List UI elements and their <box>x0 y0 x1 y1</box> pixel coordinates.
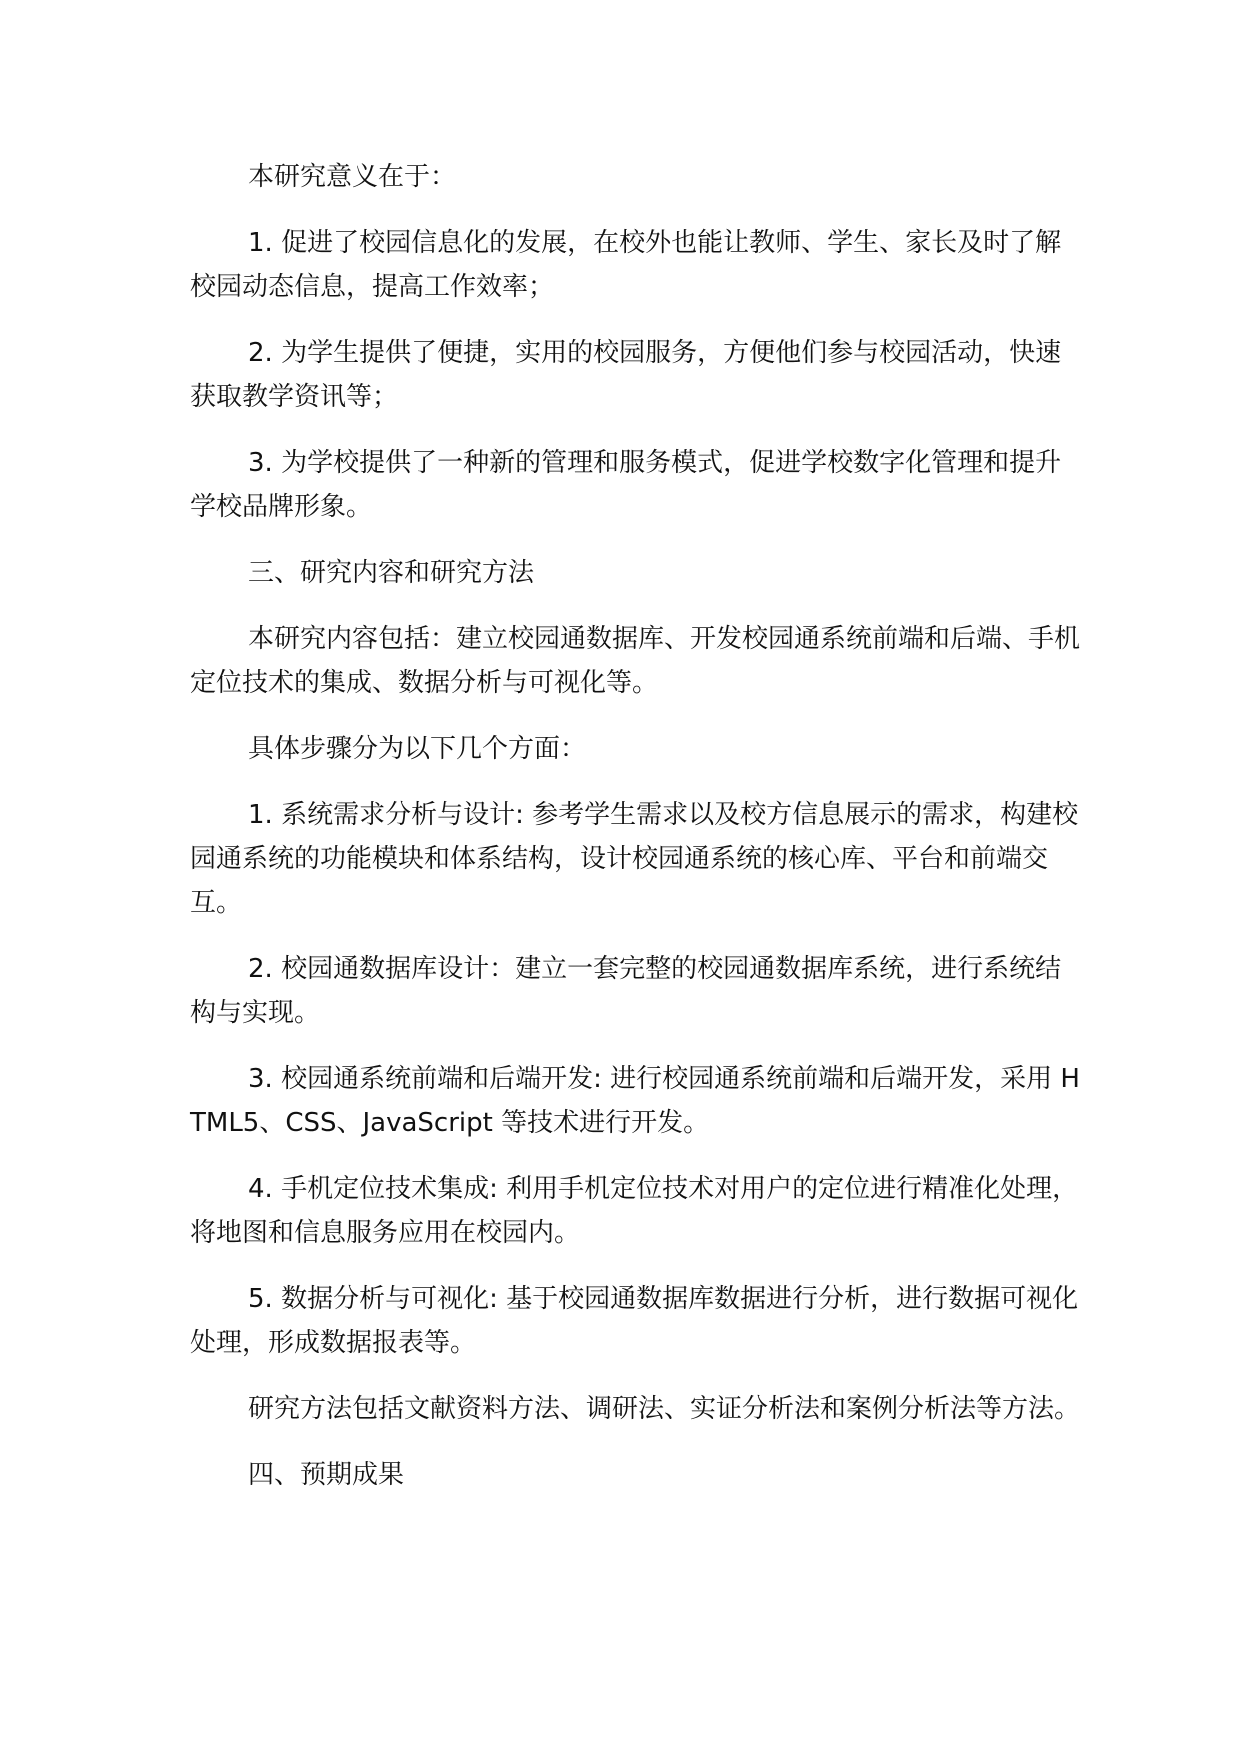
paragraph-step-2: 2. 校园通数据库设计：建立一套完整的校园通数据库系统，进行系统结构与实现。 <box>190 954 1062 1028</box>
paragraph-significance-1: 1. 促进了校园信息化的发展，在校外也能让教师、学生、家长及时了解校园动态信息，提高工作效率； <box>190 228 1062 302</box>
paragraph-steps-intro: 具体步骤分为以下几个方面： <box>248 734 587 764</box>
paragraph-step-1: 1. 系统需求分析与设计: 参考学生需求以及校方信息展示的需求，构建校园通系统的功能模块和体系结构，设计校园通系统的核心库、平台和前端交互。 <box>190 800 1079 918</box>
paragraph-research-content: 本研究内容包括：建立校园通数据库、开发校园通系统前端和后端、手机定位技术的集成、数据分析与可视化等。 <box>190 624 1081 698</box>
paragraph-significance-intro: 本研究意义在于： <box>248 162 457 192</box>
paragraph-step-5: 5. 数据分析与可视化: 基于校园通数据库数据进行分析，进行数据可视化处理，形成数据报表等。 <box>190 1284 1079 1358</box>
paragraph-step-3: 3. 校园通系统前端和后端开发: 进行校园通系统前端和后端开发，采用 HTML5、CSS、JavaScript 等技术进行开发。 <box>190 1064 1080 1138</box>
document-body <box>190 155 1080 1519</box>
paragraph-significance-3: 3. 为学校提供了一种新的管理和服务模式，促进学校数字化管理和提升学校品牌形象。 <box>190 448 1062 522</box>
section-heading-research-content: 三、研究内容和研究方法 <box>248 558 535 588</box>
paragraph-significance-2: 2. 为学生提供了便捷，实用的校园服务，方便他们参与校园活动，快速获取教学资讯等； <box>190 338 1062 412</box>
paragraph-research-methods: 研究方法包括文献资料方法、调研法、实证分析法和案例分析法等方法。 <box>248 1394 1081 1424</box>
section-heading-expected-results: 四、预期成果 <box>248 1460 405 1490</box>
paragraph-step-4: 4. 手机定位技术集成: 利用手机定位技术对用户的定位进行精准化处理，将地图和信息服务应用在校园内。 <box>190 1174 1079 1248</box>
